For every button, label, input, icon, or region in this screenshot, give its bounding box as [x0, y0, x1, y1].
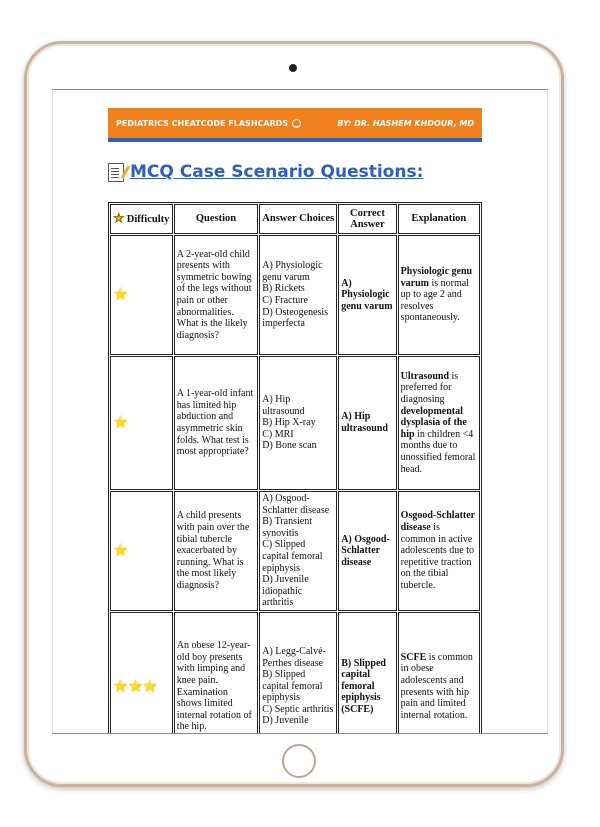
explanation-cell: Physiologic genu varum is normal up to age 2 and resolves spontaneously.	[398, 235, 480, 355]
header-title: PEDIATRICS CHEATCODE FLASHCARDS	[116, 118, 289, 128]
smile-icon	[292, 119, 301, 128]
mcq-table	[108, 202, 482, 734]
explanation-cell: Ultrasound is preferred for diagnosing developmental dysplasia of the hip in children <4 months due to unossified femoral head.	[398, 356, 480, 490]
choices-cell: A) Physiologic genu varum B) Rickets C) Fracture D) Osteogenesis imperfecta	[259, 235, 337, 355]
choices-cell: A) Hip ultrasound B) Hip X-ray C) MRI D) Bone scan	[259, 356, 337, 490]
difficulty-cell	[110, 491, 173, 611]
question-cell: A 2-year-old child presents with symmetric bowing of the legs without pain or other abnormalities. What is the likely diagnosis?	[174, 235, 258, 355]
memo-icon	[108, 163, 124, 182]
document-page[interactable]	[52, 89, 548, 734]
header-difficulty: ★ Difficulty	[110, 204, 173, 234]
choices-cell: A) Legg-Calvé-Perthes disease B) Slipped capital femoral epiphysis C) Septic arthritis D) Juvenile	[259, 612, 337, 734]
header-answer-choices: Answer Choices	[259, 204, 337, 234]
star-icon: ⭐⭐⭐	[113, 678, 158, 693]
header-explanation: Explanation	[398, 204, 480, 234]
correct-answer-cell: A) Osgood-Schlatter disease	[338, 491, 396, 611]
table-row	[110, 491, 480, 611]
table-row	[110, 612, 480, 734]
question-cell: An obese 12-year-old boy presents with limping and knee pain. Examination shows limited internal rotation of the hip.	[174, 612, 258, 734]
table-row	[110, 235, 480, 355]
camera-dot	[289, 64, 297, 72]
home-button[interactable]	[282, 744, 316, 778]
question-cell: A child presents with pain over the tibial tubercle exacerbated by running. What is the most likely diagnosis?	[174, 491, 258, 611]
correct-answer-cell: A) Physiologic genu varum	[338, 235, 396, 355]
correct-answer-cell: A) Hip ultrasound	[338, 356, 396, 490]
explanation-cell: SCFE is common in obese adolescents and presents with hip pain and limited internal rotation.	[398, 612, 480, 734]
difficulty-cell	[110, 356, 173, 490]
star-icon: ★	[113, 211, 125, 226]
question-cell: A 1-year-old infant has limited hip abduction and asymmetric skin folds. What test is most appropriate?	[174, 356, 258, 490]
table-header-row	[110, 204, 480, 234]
star-icon: ⭐	[113, 415, 128, 430]
difficulty-cell	[110, 612, 173, 734]
section-heading	[108, 162, 423, 182]
header-banner	[108, 108, 482, 142]
correct-answer-cell: B) Slipped capital femoral epiphysis (SCFE)	[338, 612, 396, 734]
section-title: MCQ Case Scenario Questions:	[130, 162, 424, 182]
star-icon: ⭐	[113, 287, 128, 302]
difficulty-cell	[110, 235, 173, 355]
explanation-cell: Osgood-Schlatter disease is common in active adolescents due to repetitive traction on the tibial tubercle.	[398, 491, 480, 611]
choices-cell: A) Osgood-Schlatter disease B) Transient synovitis C) Slipped capital femoral epiphysis D) Juvenile idiopathic arthritis	[259, 491, 337, 611]
header-correct-answer: Correct Answer	[338, 204, 396, 234]
header-question: Question	[174, 204, 258, 234]
header-author: BY: DR. HASHEM KHDOUR, MD	[337, 118, 474, 128]
star-icon: ⭐	[113, 543, 128, 558]
table-row	[110, 356, 480, 490]
